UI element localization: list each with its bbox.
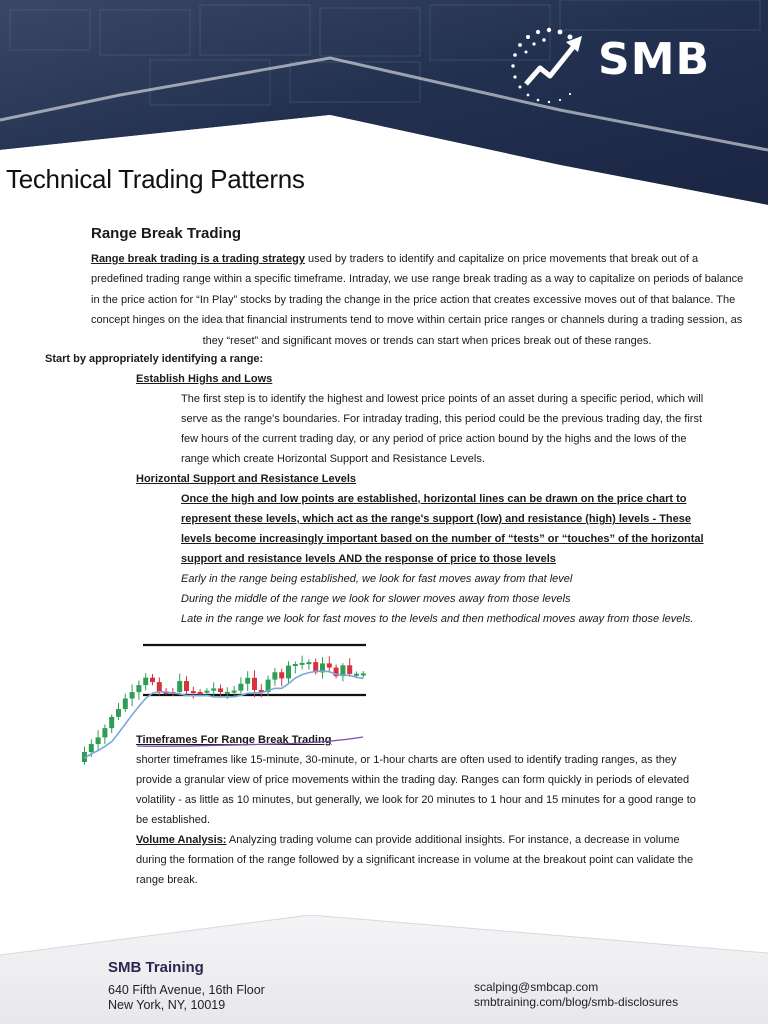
smb-logo-icon bbox=[504, 22, 594, 112]
candle-body bbox=[198, 692, 203, 694]
candle-body bbox=[347, 665, 352, 674]
highs-lows-heading: Establish Highs and Lows bbox=[136, 373, 273, 385]
highs-lows-line: serve as the range's boundaries. For intraday trading, this period could be the previous trading day, the first bbox=[181, 413, 703, 425]
candle-body bbox=[232, 691, 237, 693]
timeframes-heading: Timeframes For Range Break Trading bbox=[136, 734, 332, 746]
intro-line-3: in the price action for “In Play” stocks by trading the change in the price action that creates excessive moves out of that balance. The bbox=[91, 293, 736, 306]
candle-body bbox=[130, 692, 135, 698]
candle-body bbox=[272, 672, 277, 679]
timeframes-line: volatility - as little as 10 minutes, but generally, we look for 20 minutes to 1 hour and 15 minutes for a good range to bbox=[136, 794, 696, 806]
footer-address-line-2: New York, NY, 10019 bbox=[108, 998, 226, 1012]
footer-email-link[interactable]: scalping@smbcap.com bbox=[474, 980, 599, 994]
candle-body bbox=[245, 678, 250, 684]
highs-lows-line: The first step is to identify the highest and lowest price points of an asset during a specific period, which will bbox=[181, 393, 704, 405]
candle-body bbox=[157, 682, 162, 692]
candle-body bbox=[191, 691, 196, 693]
volume-line: during the formation of the range followed by a significant increase in volume at the breakout point can validate the bbox=[136, 854, 694, 866]
intro-line-1: used by traders to identify and capitalize on price movements that break out of a bbox=[304, 253, 699, 265]
candle-body bbox=[354, 674, 359, 676]
section-title: Range Break Trading bbox=[91, 225, 242, 242]
footer-address-line-1: 640 Fifth Avenue, 16th Floor bbox=[108, 983, 265, 997]
support-resistance-bold-line: levels become increasingly important based on the number of “tests” or “touches” of the horizontal bbox=[181, 533, 704, 545]
support-resistance-bold-line: Once the high and low points are established, horizontal lines can be drawn on the price chart to bbox=[181, 493, 687, 505]
candle-body bbox=[286, 666, 291, 679]
timeframes-line: provide a granular view of price movements within the trading day. Ranges can form quickly in periods of elevated bbox=[136, 774, 690, 786]
support-resistance-italic-line: During the middle of the range we look for slower moves away from those levels bbox=[181, 593, 571, 605]
candle-body bbox=[225, 692, 230, 694]
highlight-squiggle bbox=[135, 735, 365, 749]
footer-disclosures-link[interactable]: smbtraining.com/blog/smb-disclosures bbox=[474, 995, 679, 1009]
support-resistance-italic-line: Late in the range we look for fast moves to the levels and then methodical moves away from those levels. bbox=[181, 613, 694, 625]
volume-label: Volume Analysis: bbox=[136, 834, 227, 846]
support-resistance-italic-line: Early in the range being established, we look for fast moves away from that level bbox=[181, 573, 573, 585]
candle-body bbox=[293, 664, 298, 666]
candle-body bbox=[150, 678, 155, 682]
support-resistance-bold-line: represent these levels, which act as the range's support (low) and resistance (high) levels - These bbox=[181, 513, 691, 525]
intro-line-4: concept hinges on the idea that financial instruments tend to move within certain price ranges or channels during a trading session, as bbox=[91, 314, 743, 327]
footer-contact bbox=[474, 980, 678, 1010]
candle-body bbox=[327, 663, 332, 667]
volume-line: range break. bbox=[136, 874, 198, 886]
candle-body bbox=[116, 709, 121, 717]
candle-body bbox=[218, 688, 223, 692]
footer-title: SMB Training bbox=[108, 959, 204, 976]
timeframes-line: shorter timeframes like 15-minute, 30-minute, or 1-hour charts are often used to identify trading ranges, as they bbox=[136, 754, 677, 766]
candle-body bbox=[89, 744, 94, 752]
footer-address bbox=[108, 983, 265, 1013]
timeframes-line: be established. bbox=[136, 814, 210, 826]
candle-body bbox=[300, 663, 305, 665]
intro-paragraph bbox=[91, 249, 763, 351]
candle-body bbox=[177, 681, 182, 692]
candle-body bbox=[361, 673, 366, 675]
volume-line-1 bbox=[136, 830, 680, 850]
candle-body bbox=[252, 678, 257, 690]
volume-line-1-rest: Analyzing trading volume can provide additional insights. For instance, a decrease in volume bbox=[226, 834, 680, 846]
candle-body bbox=[306, 662, 311, 664]
highs-lows-line: range which create Horizontal Support and Resistance Levels. bbox=[181, 453, 485, 465]
intro-lead-link[interactable]: Range break trading is a trading strategy bbox=[91, 253, 305, 265]
support-resistance-bold-line: support and resistance levels AND the response of price to those levels bbox=[181, 553, 556, 565]
candle-body bbox=[211, 688, 216, 690]
page-title: Technical Trading Patterns bbox=[6, 164, 305, 194]
smb-logo-text: SMB bbox=[598, 34, 711, 85]
candle-body bbox=[238, 684, 243, 691]
highs-lows-line: few hours of the current trading day, or any period of price action bound by the highs and the lows of the bbox=[181, 433, 687, 445]
candle-body bbox=[109, 717, 114, 728]
intro-line-2: predefined trading range within a specific timeframe. Intraday, we use range break trading as a way to capitalize on periods of balance bbox=[91, 273, 744, 286]
start-heading: Start by appropriately identifying a range: bbox=[45, 353, 264, 365]
candle-body bbox=[143, 678, 148, 686]
candle-body bbox=[184, 681, 189, 691]
candle-body bbox=[96, 737, 101, 744]
candle-body bbox=[102, 728, 107, 737]
support-resistance-heading: Horizontal Support and Resistance Levels bbox=[136, 473, 357, 485]
candle-body bbox=[279, 672, 284, 678]
candle-body bbox=[123, 699, 128, 709]
candle-body bbox=[204, 691, 209, 693]
candle-body bbox=[136, 685, 141, 692]
intro-line-5: they “reset” and significant moves or trends can start when prices break out of these ranges. bbox=[202, 334, 652, 347]
